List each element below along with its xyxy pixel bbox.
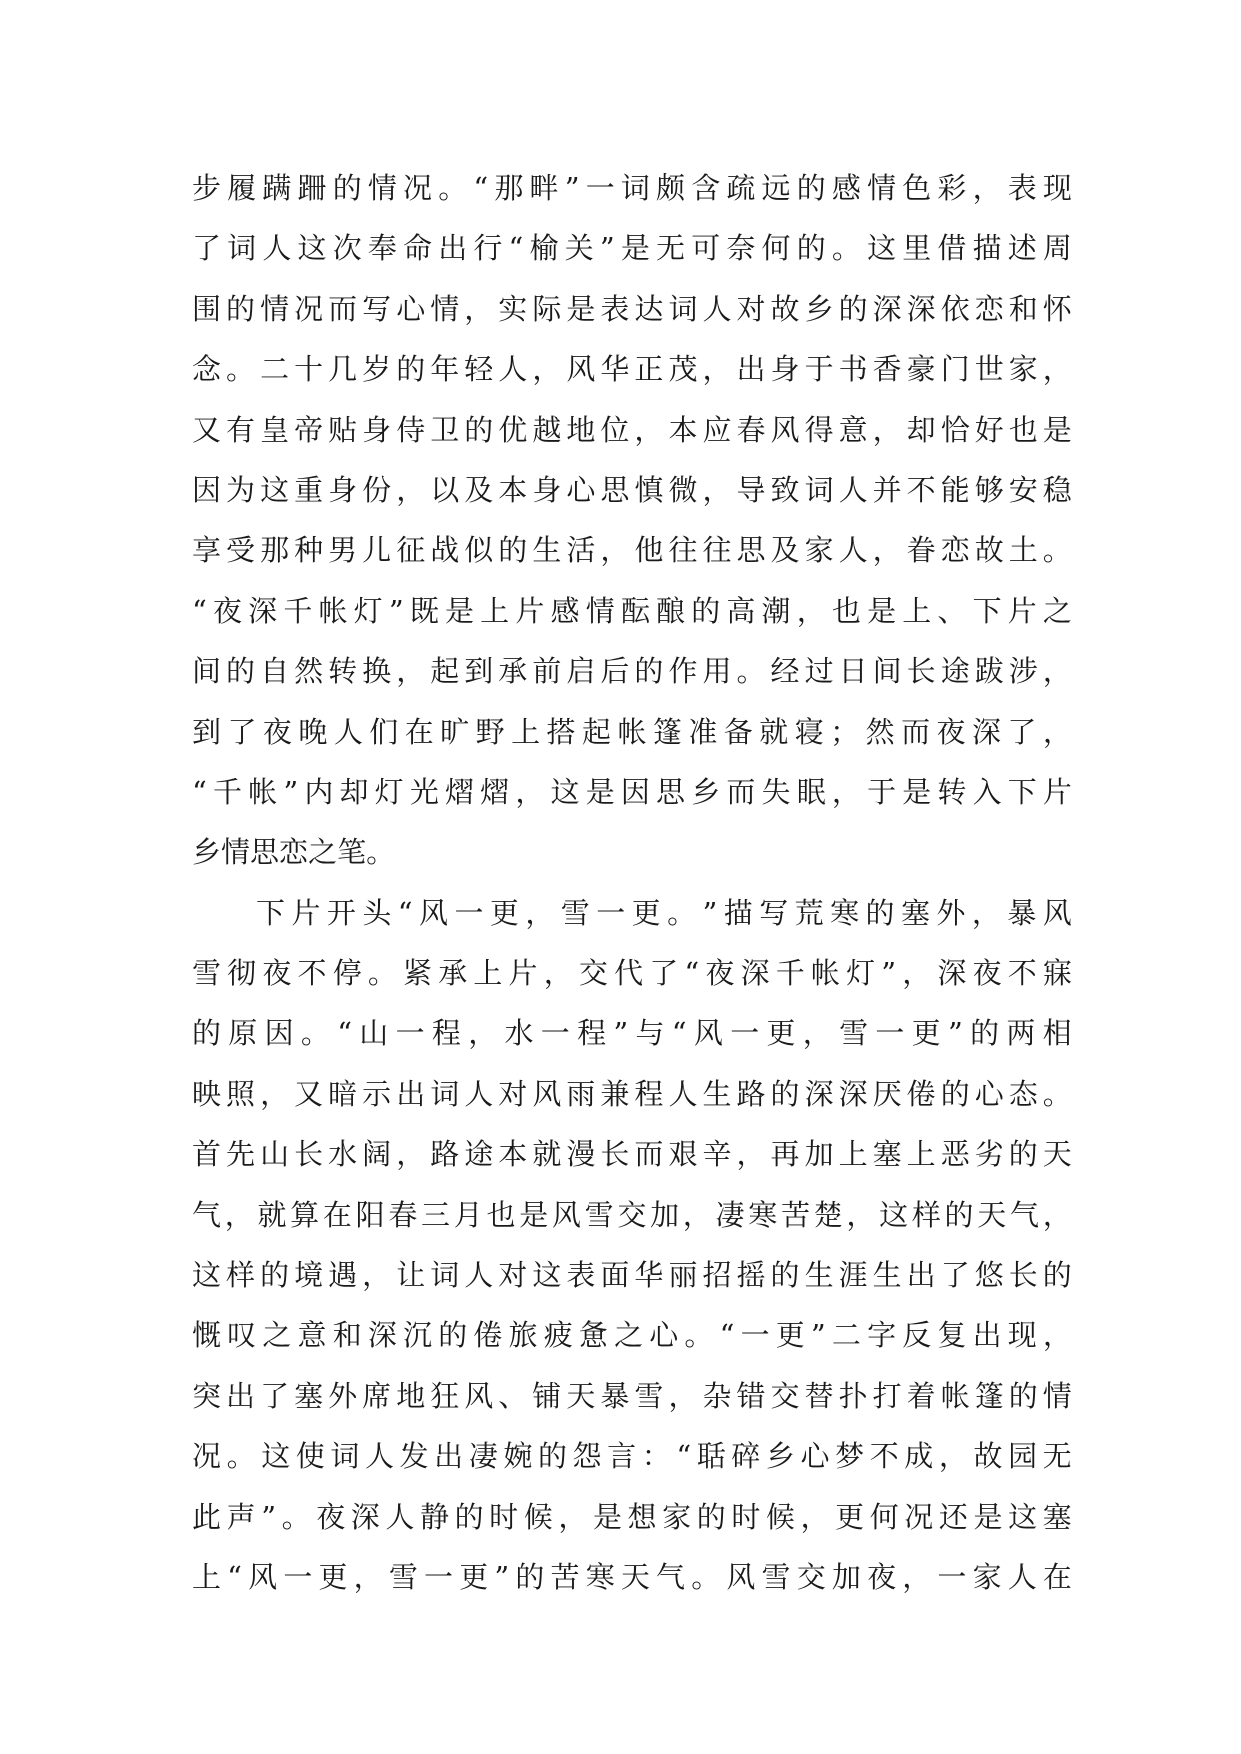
text-line: 下 片 开 头 “ 风 一 更 ， 雪 一 更 。 ” 描 写 荒 寒 的 塞 外 ， 暴 风 [256, 895, 1072, 930]
text-line: “ 夜 深 千 帐 灯 ” 既 是 上 片 感 情 酝 酿 的 高 潮 ， 也 是 上 、 下 片 之 [192, 593, 1072, 628]
text-line: 气 ， 就 算 在 阳 春 三 月 也 是 风 雪 交 加 ， 凄 寒 苦 楚 ， 这 样 的 天 气 ， [192, 1197, 1072, 1232]
text-line: 享 受 那 种 男 儿 征 战 似 的 生 活 ， 他 往 往 思 及 家 人 ， 眷 恋 故 土 。 [192, 533, 1072, 568]
text-line: “ 千 帐 ” 内 却 灯 光 熠 熠 ， 这 是 因 思 乡 而 失 眠 ， 于 是 转 入 下 片 [192, 774, 1072, 809]
text-line: 乡 情 思 恋 之 笔 。 [192, 835, 396, 870]
text-line: 念 。 二 十 几 岁 的 年 轻 人 ， 风 华 正 茂 ， 出 身 于 书 香 豪 门 世 家 ， [192, 352, 1072, 387]
text-line: 又 有 皇 帝 贴 身 侍 卫 的 优 越 地 位 ， 本 应 春 风 得 意 ， 却 恰 好 也 是 [192, 412, 1072, 447]
body-text [192, 158, 1072, 1607]
text-line: 首 先 山 长 水 阔 ， 路 途 本 就 漫 长 而 艰 辛 ， 再 加 上 塞 上 恶 劣 的 天 [192, 1137, 1072, 1172]
text-line: 此 声 ” 。 夜 深 人 静 的 时 候 ， 是 想 家 的 时 候 ， 更 何 况 还 是 这 塞 [192, 1499, 1072, 1534]
text-line: 到 了 夜 晚 人 们 在 旷 野 上 搭 起 帐 篷 准 备 就 寝 ； 然 而 夜 深 了 ， [192, 714, 1072, 749]
text-line: 上 “ 风 一 更 ， 雪 一 更 ” 的 苦 寒 天 气 。 风 雪 交 加 夜 ， 一 家 人 在 [192, 1559, 1072, 1594]
text-line: 的 原 因 。 “ 山 一 程 ， 水 一 程 ” 与 “ 风 一 更 ， 雪 一 更 ” 的 两 相 [192, 1016, 1072, 1051]
text-line: 雪 彻 夜 不 停 。 紧 承 上 片 ， 交 代 了 “ 夜 深 千 帐 灯 ” ， 深 夜 不 寐 [192, 956, 1072, 991]
text-line: 这 样 的 境 遇 ， 让 词 人 对 这 表 面 华 丽 招 摇 的 生 涯 生 出 了 悠 长 的 [192, 1258, 1072, 1293]
text-line: 况 。 这 使 词 人 发 出 凄 婉 的 怨 言 ： “ 聒 碎 乡 心 梦 不 成 ， 故 园 无 [192, 1439, 1072, 1474]
text-line: 映 照 ， 又 暗 示 出 词 人 对 风 雨 兼 程 人 生 路 的 深 深 厌 倦 的 心 态 。 [192, 1076, 1072, 1111]
text-line: 步 履 蹒 跚 的 情 况 。 “ 那 畔 ” 一 词 颇 含 疏 远 的 感 情 色 彩 ， 表 现 [192, 171, 1072, 205]
text-line: 慨 叹 之 意 和 深 沉 的 倦 旅 疲 惫 之 心 。 “ 一 更 ” 二 字 反 复 出 现 ， [192, 1318, 1072, 1353]
text-line: 围 的 情 况 而 写 心 情 ， 实 际 是 表 达 词 人 对 故 乡 的 深 深 依 恋 和 怀 [192, 291, 1072, 326]
text-line: 因 为 这 重 身 份 ， 以 及 本 身 心 思 慎 微 ， 导 致 词 人 并 不 能 够 安 稳 [192, 472, 1072, 507]
text-line: 突 出 了 塞 外 席 地 狂 风 、 铺 天 暴 雪 ， 杂 错 交 替 扑 打 着 帐 篷 的 情 [192, 1378, 1072, 1413]
text-line: 间 的 自 然 转 换 ， 起 到 承 前 启 后 的 作 用 。 经 过 日 间 长 途 跋 涉 ， [192, 654, 1072, 689]
text-line: 了 词 人 这 次 奉 命 出 行 “ 榆 关 ” 是 无 可 奈 何 的 。 这 里 借 描 述 周 [192, 231, 1072, 266]
